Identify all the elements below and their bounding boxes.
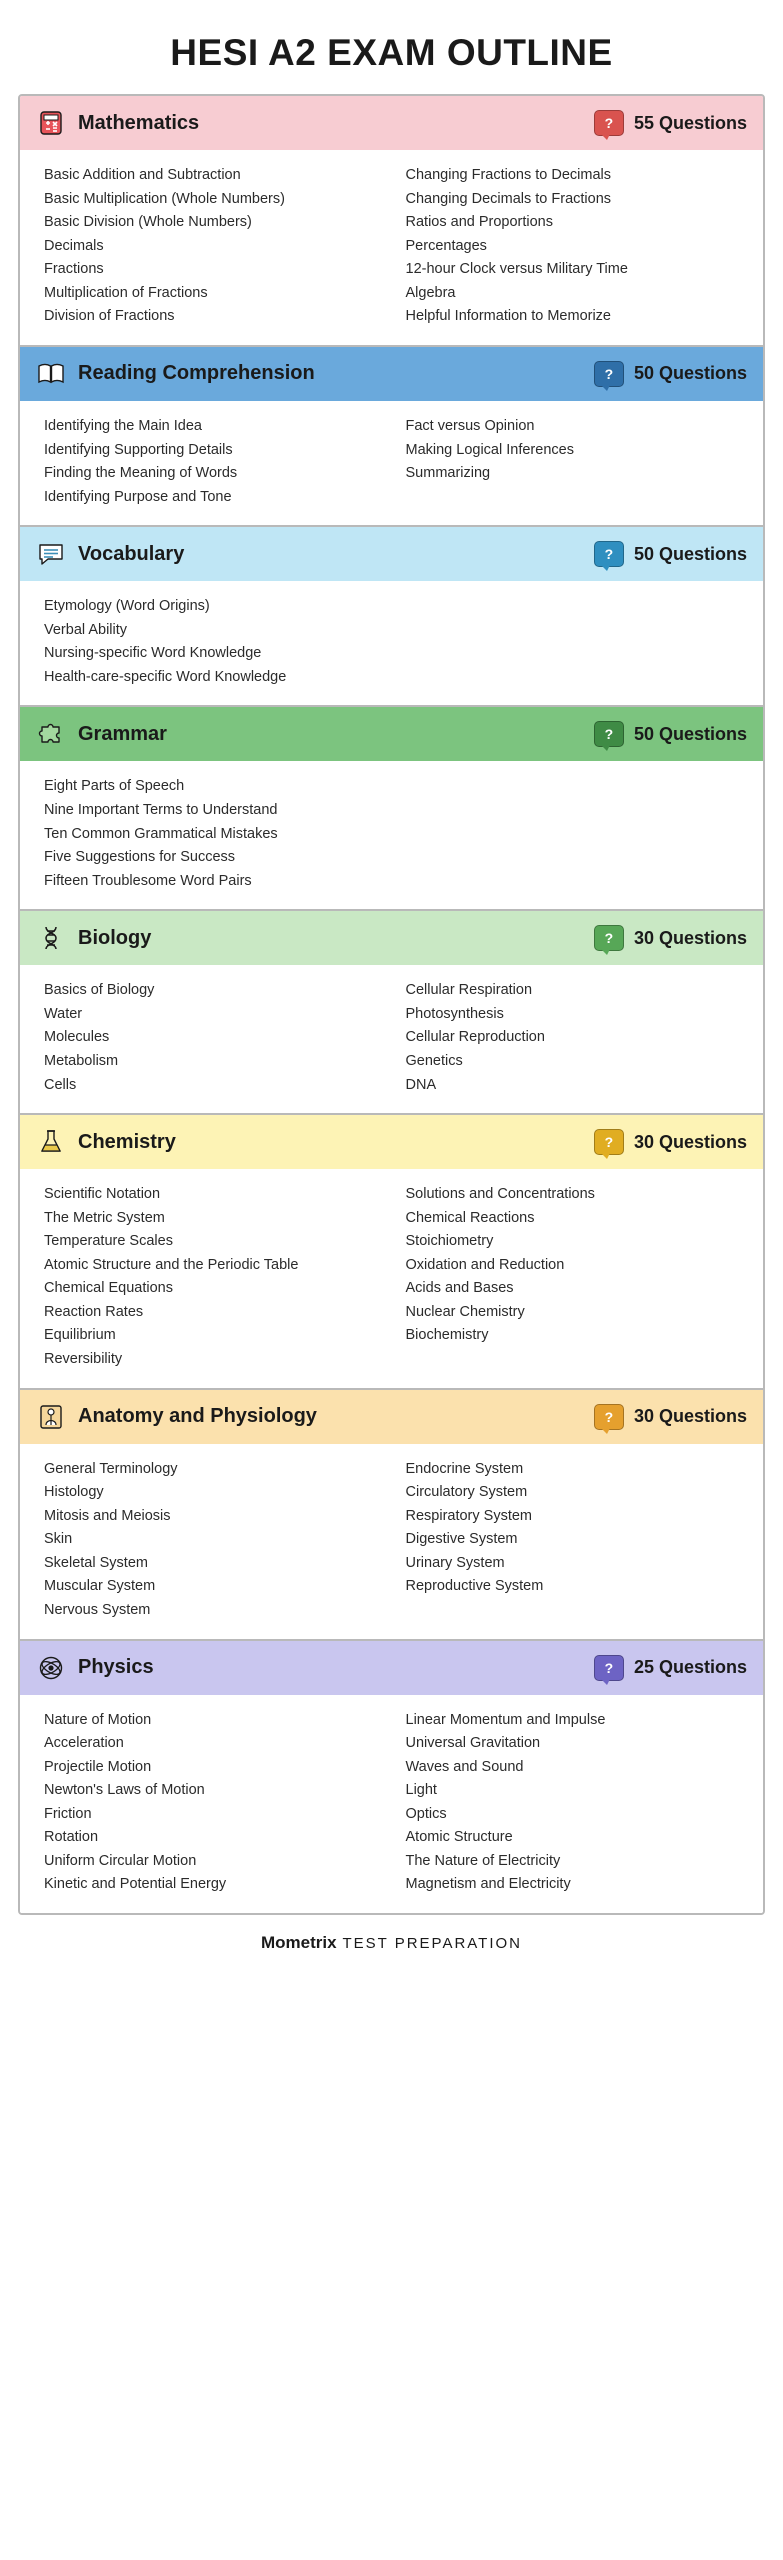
- topic-column-right: [392, 415, 740, 509]
- brand-name: Mometrix: [260, 1933, 337, 1952]
- question-count: 30 Questions: [633, 1406, 747, 1427]
- topic-item: Identifying Supporting Details: [44, 441, 233, 458]
- topic-item: Basics of Biology: [44, 982, 155, 999]
- topic-item: Nervous System: [44, 1601, 151, 1618]
- question-count: 30 Questions: [633, 927, 747, 948]
- topic-column-left: [44, 415, 392, 509]
- topic-columns: [44, 164, 739, 329]
- topic-item: Rotation: [44, 1829, 99, 1846]
- question-mark-icon: [594, 1655, 624, 1681]
- section-title: Physics: [78, 1656, 154, 1678]
- topic-item: Urinary System: [405, 1554, 505, 1571]
- question-count: 30 Questions: [633, 1131, 747, 1152]
- topic-item: Friction: [44, 1805, 92, 1822]
- topic-item: Verbal Ability: [44, 621, 128, 638]
- topic-item: Cellular Respiration: [405, 982, 533, 999]
- question-mark-label: ?: [604, 1408, 614, 1425]
- topic-item: Health-care-specific Word Knowledge: [44, 668, 287, 685]
- topic-item: Fifteen Troublesome Word Pairs: [44, 872, 252, 889]
- exam-section: [20, 911, 763, 1115]
- topic-item: Universal Gravitation: [405, 1735, 541, 1752]
- topic-column-left: [44, 979, 392, 1097]
- section-header: [20, 1115, 763, 1169]
- section-header: [20, 1390, 763, 1444]
- topic-item: Histology: [44, 1484, 104, 1501]
- topic-item: Uniform Circular Motion: [44, 1852, 197, 1869]
- question-mark-icon: [594, 541, 624, 567]
- calculator-icon: [36, 108, 66, 138]
- topic-item: Endocrine System: [405, 1460, 524, 1477]
- topic-item: Making Logical Inferences: [405, 441, 574, 458]
- section-title: Biology: [78, 926, 152, 949]
- topic-item: Fractions: [44, 261, 104, 278]
- question-mark-label: ?: [604, 930, 614, 947]
- section-topics: [20, 150, 763, 345]
- speech-lines-icon: [36, 539, 66, 569]
- topic-item: Mitosis and Meiosis: [44, 1507, 171, 1524]
- question-mark-icon: [594, 1404, 624, 1430]
- flask-icon: [36, 1127, 66, 1157]
- topic-item: Division of Fractions: [44, 308, 175, 325]
- topic-columns: [44, 1458, 739, 1623]
- topic-item: Atomic Structure: [405, 1829, 513, 1846]
- topic-item: Eight Parts of Speech: [44, 778, 185, 795]
- topic-column-left: [44, 595, 392, 689]
- question-count: 25 Questions: [633, 1657, 747, 1677]
- topic-item: Waves and Sound: [405, 1758, 524, 1775]
- topic-columns: [44, 979, 739, 1097]
- section-header: [20, 911, 763, 965]
- section-title: Grammar: [78, 722, 167, 745]
- section-topics: [20, 401, 763, 525]
- question-mark-label: ?: [604, 1659, 614, 1676]
- topic-item: Atomic Structure and the Periodic Table: [44, 1256, 299, 1273]
- section-header-right: [594, 541, 747, 567]
- topic-item: Nine Important Terms to Understand: [44, 802, 278, 818]
- section-header-left: [36, 108, 199, 138]
- section-topics: [20, 581, 763, 705]
- exam-section: [20, 96, 763, 347]
- section-header: [20, 347, 763, 401]
- section-topics: [20, 1695, 763, 1914]
- topic-item: Oxidation and Reduction: [405, 1256, 565, 1273]
- section-title: Vocabulary: [78, 542, 185, 565]
- section-header: [20, 96, 763, 150]
- topic-item: Molecules: [44, 1029, 110, 1046]
- question-mark-label: ?: [604, 115, 614, 131]
- question-mark-icon: [594, 721, 624, 747]
- topic-item: Newton's Laws of Motion: [44, 1782, 205, 1799]
- exam-section: [20, 1641, 763, 1914]
- section-title: Reading Comprehension: [78, 362, 315, 385]
- question-mark-label: ?: [604, 546, 614, 563]
- section-header: [20, 1641, 763, 1695]
- section-header-left: [36, 1653, 154, 1683]
- page-title: HESI A2 EXAM OUTLINE: [170, 32, 613, 73]
- topic-item: Digestive System: [405, 1531, 518, 1548]
- brand-tagline: TEST PREPARATION: [342, 1935, 523, 1952]
- topic-item: Chemical Reactions: [405, 1209, 535, 1226]
- section-header-left: [36, 1127, 176, 1157]
- topic-columns: [44, 415, 739, 509]
- question-mark-label: ?: [604, 726, 614, 743]
- topic-item: Reaction Rates: [44, 1303, 144, 1320]
- topic-column-right: [392, 1183, 740, 1372]
- topic-columns: [44, 1709, 739, 1898]
- topic-item: Magnetism and Electricity: [405, 1876, 571, 1893]
- section-header: [20, 527, 763, 581]
- topic-item: Kinetic and Potential Energy: [44, 1876, 227, 1893]
- question-mark-label: ?: [604, 1134, 614, 1151]
- exam-section: [20, 707, 763, 911]
- topic-column-left: [44, 1709, 392, 1898]
- topic-item: Cells: [44, 1076, 77, 1093]
- topic-item: Skeletal System: [44, 1554, 148, 1571]
- topic-item: Acceleration: [44, 1735, 124, 1752]
- topic-item: Metabolism: [44, 1052, 119, 1069]
- topic-item: Changing Fractions to Decimals: [405, 167, 612, 183]
- question-mark-icon: [594, 1129, 624, 1155]
- topic-item: Skin: [44, 1531, 73, 1548]
- section-topics: [20, 965, 763, 1113]
- topic-item: Multiplication of Fractions: [44, 284, 208, 301]
- topic-item: Reproductive System: [405, 1578, 544, 1595]
- dna-icon: [36, 923, 66, 953]
- section-header-left: [36, 1402, 317, 1432]
- topic-item: Circulatory System: [405, 1484, 528, 1501]
- topic-item: Helpful Information to Memorize: [405, 308, 611, 325]
- topic-item: Nursing-specific Word Knowledge: [44, 645, 262, 662]
- topic-column-left: [44, 164, 392, 329]
- topic-item: Genetics: [405, 1052, 463, 1069]
- section-title: Mathematics: [78, 111, 200, 134]
- section-header-right: [594, 361, 747, 387]
- topic-item: Acids and Bases: [405, 1280, 514, 1297]
- topic-column-right: [392, 775, 740, 893]
- section-header-left: [36, 359, 315, 389]
- exam-section: [20, 347, 763, 527]
- topic-item: Algebra: [405, 284, 456, 301]
- topic-item: Percentages: [405, 237, 487, 254]
- topic-columns: [44, 1183, 739, 1372]
- section-header-right: [594, 110, 747, 136]
- anatomy-icon: [36, 1402, 66, 1432]
- topic-item: Linear Momentum and Impulse: [405, 1711, 606, 1728]
- topic-columns: [44, 595, 739, 689]
- section-header-left: [36, 719, 167, 749]
- section-header-right: [594, 721, 747, 747]
- footer: [18, 1933, 765, 1959]
- section-header-right: [594, 1404, 747, 1430]
- topic-item: Finding the Meaning of Words: [44, 465, 238, 482]
- topic-item: Light: [405, 1782, 437, 1799]
- topic-column-right: [392, 164, 740, 329]
- topic-column-right: [392, 979, 740, 1097]
- topic-item: Identifying Purpose and Tone: [44, 488, 232, 505]
- topic-item: Changing Decimals to Fractions: [405, 190, 612, 207]
- section-title: Chemistry: [78, 1130, 176, 1153]
- question-count: 50 Questions: [633, 723, 747, 744]
- topic-item: Summarizing: [405, 465, 491, 482]
- topic-item: Basic Division (Whole Numbers): [44, 214, 252, 231]
- topic-item: Chemical Equations: [44, 1280, 173, 1297]
- topic-item: Decimals: [44, 237, 104, 254]
- topic-column-left: [44, 775, 392, 893]
- section-topics: [20, 761, 763, 909]
- question-mark-icon: [594, 110, 624, 136]
- topic-item: Photosynthesis: [405, 1005, 504, 1022]
- topic-item: Equilibrium: [44, 1327, 116, 1344]
- topic-item: Etymology (Word Origins): [44, 598, 210, 615]
- section-header-right: [594, 1129, 747, 1155]
- topic-item: The Metric System: [44, 1209, 165, 1226]
- section-header-right: [594, 925, 747, 951]
- topic-item: Ratios and Proportions: [405, 214, 553, 231]
- exam-outline: [18, 94, 765, 1915]
- section-title: Anatomy and Physiology: [78, 1405, 317, 1428]
- topic-columns: [44, 775, 739, 893]
- topic-column-left: [44, 1183, 392, 1372]
- section-topics: [20, 1169, 763, 1388]
- topic-item: The Nature of Electricity: [405, 1852, 561, 1869]
- atom-icon: [36, 1653, 66, 1683]
- topic-item: Solutions and Concentrations: [405, 1186, 595, 1203]
- exam-section: [20, 1115, 763, 1390]
- topic-item: Basic Multiplication (Whole Numbers): [44, 190, 285, 207]
- topic-item: Stoichiometry: [405, 1233, 494, 1250]
- topic-column-left: [44, 1458, 392, 1623]
- question-mark-icon: [594, 361, 624, 387]
- topic-item: Identifying the Main Idea: [44, 417, 202, 434]
- question-mark-icon: [594, 925, 624, 951]
- exam-section: [20, 527, 763, 707]
- question-count: 55 Questions: [633, 112, 747, 133]
- section-topics: [20, 1444, 763, 1639]
- topic-item: Fact versus Opinion: [405, 417, 535, 434]
- topic-item: Optics: [405, 1805, 447, 1822]
- section-header-left: [36, 923, 151, 953]
- exam-section: [20, 1390, 763, 1641]
- section-header: [20, 707, 763, 761]
- section-header-left: [36, 539, 184, 569]
- topic-item: Biochemistry: [405, 1327, 489, 1344]
- topic-item: Scientific Notation: [44, 1186, 161, 1203]
- topic-item: Respiratory System: [405, 1507, 533, 1524]
- book-icon: [36, 359, 66, 389]
- topic-column-right: [392, 1709, 740, 1898]
- topic-item: Water: [44, 1005, 83, 1022]
- question-count: 50 Questions: [633, 363, 747, 384]
- topic-item: Ten Common Grammatical Mistakes: [44, 825, 278, 842]
- puzzle-icon: [36, 719, 66, 749]
- topic-column-right: [392, 1458, 740, 1623]
- topic-item: Muscular System: [44, 1578, 156, 1595]
- topic-item: Basic Addition and Subtraction: [44, 167, 241, 183]
- topic-item: Nature of Motion: [44, 1711, 152, 1728]
- topic-item: DNA: [405, 1076, 437, 1093]
- section-header-right: [594, 1655, 747, 1681]
- question-mark-label: ?: [604, 365, 614, 382]
- topic-item: Cellular Reproduction: [405, 1029, 545, 1046]
- topic-item: General Terminology: [44, 1460, 178, 1477]
- topic-item: Nuclear Chemistry: [405, 1303, 525, 1320]
- topic-column-right: [392, 595, 740, 689]
- question-count: 50 Questions: [633, 543, 747, 564]
- topic-item: Temperature Scales: [44, 1233, 173, 1250]
- topic-item: Reversibility: [44, 1351, 123, 1367]
- topic-item: 12-hour Clock versus Military Time: [405, 261, 628, 278]
- topic-item: Five Suggestions for Success: [44, 849, 236, 866]
- topic-item: Projectile Motion: [44, 1758, 152, 1775]
